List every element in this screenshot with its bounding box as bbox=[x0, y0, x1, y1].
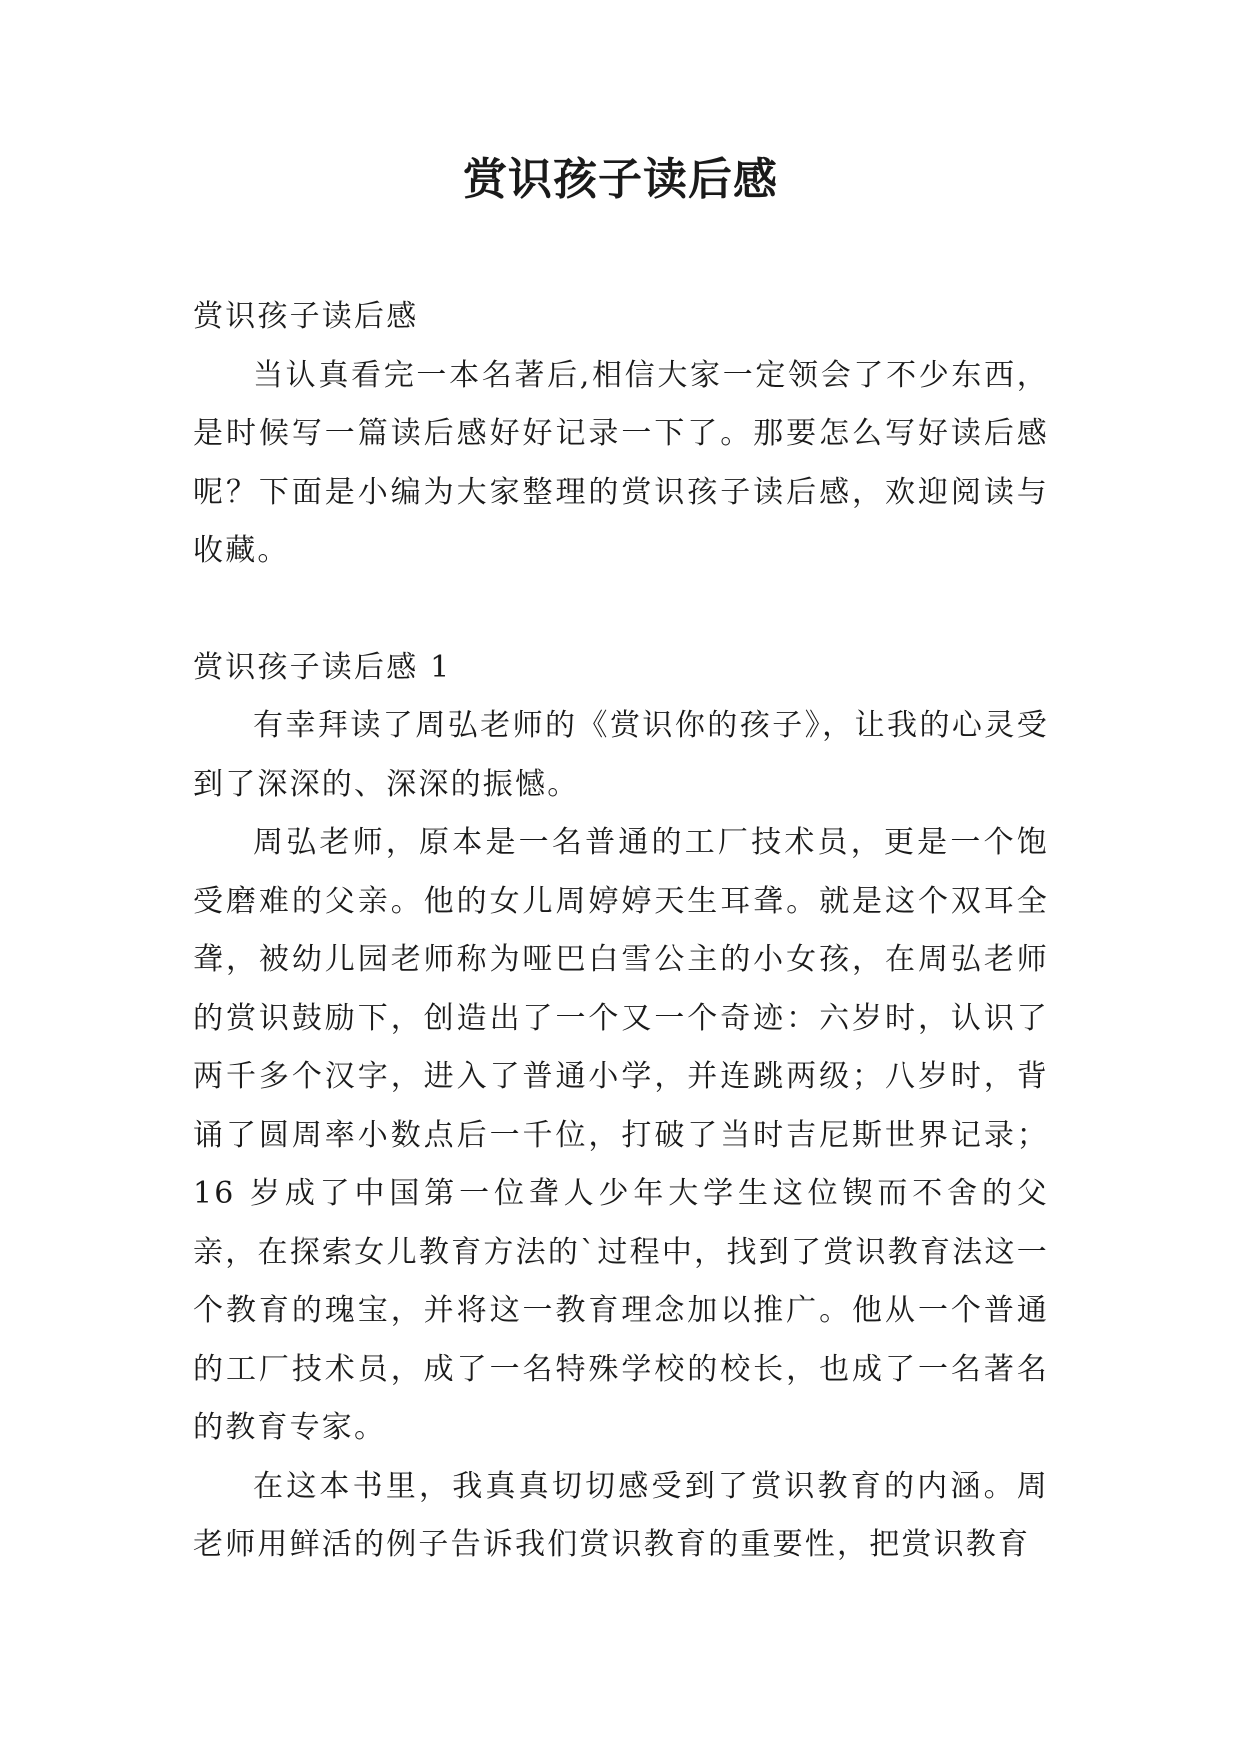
body-paragraph: 有幸拜读了周弘老师的《赏识你的孩子》，让我的心灵受到了深深的、深深的振憾。 bbox=[193, 708, 1049, 802]
intro-paragraph: 当认真看完一本名著后,相信大家一定领会了不少东西，是时候写一篇读后感好好记录一下了。那要怎么写好读后感呢？下面是小编为大家整理的赏识孩子读后感，欢迎阅读与收藏。 bbox=[193, 357, 1049, 568]
document-title: 赏识孩子读后感 bbox=[463, 154, 778, 205]
section-spacer bbox=[193, 581, 1049, 639]
body-paragraph: 在这本书里，我真真切切感受到了赏识教育的内涵。周老师用鲜活的例子告诉我们赏识教育的重要性，把赏识教育 bbox=[193, 1468, 1049, 1562]
document-body bbox=[193, 288, 1049, 1575]
intro-heading: 赏识孩子读后感 bbox=[193, 299, 419, 334]
section-heading: 赏识孩子读后感 1 bbox=[193, 649, 452, 685]
body-paragraph: 周弘老师，原本是一名普通的工厂技术员，更是一个饱受磨难的父亲。他的女儿周婷婷天生耳聋。就是这个双耳全聋，被幼儿园老师称为哑巴白雪公主的小女孩，在周弘老师的赏识鼓励下，创造出了一个又一个奇迹：六岁时，认识了两千多个汉字，进入了普通小学，并连跳两级；八岁时，背诵了圆周率小数点后一千位，打破了当时吉尼斯世界记录；16 岁成了中国第一位聋人少年大学生这位锲而不舍的父亲，在探索女儿教育方法的`过程中，找到了赏识教育法这一个教育的瑰宝，并将这一教育理念加以推广。他从一个普通的工厂技术员，成了一名特殊学校的校长，也成了一名著名的教育专家。 bbox=[193, 825, 1049, 1445]
